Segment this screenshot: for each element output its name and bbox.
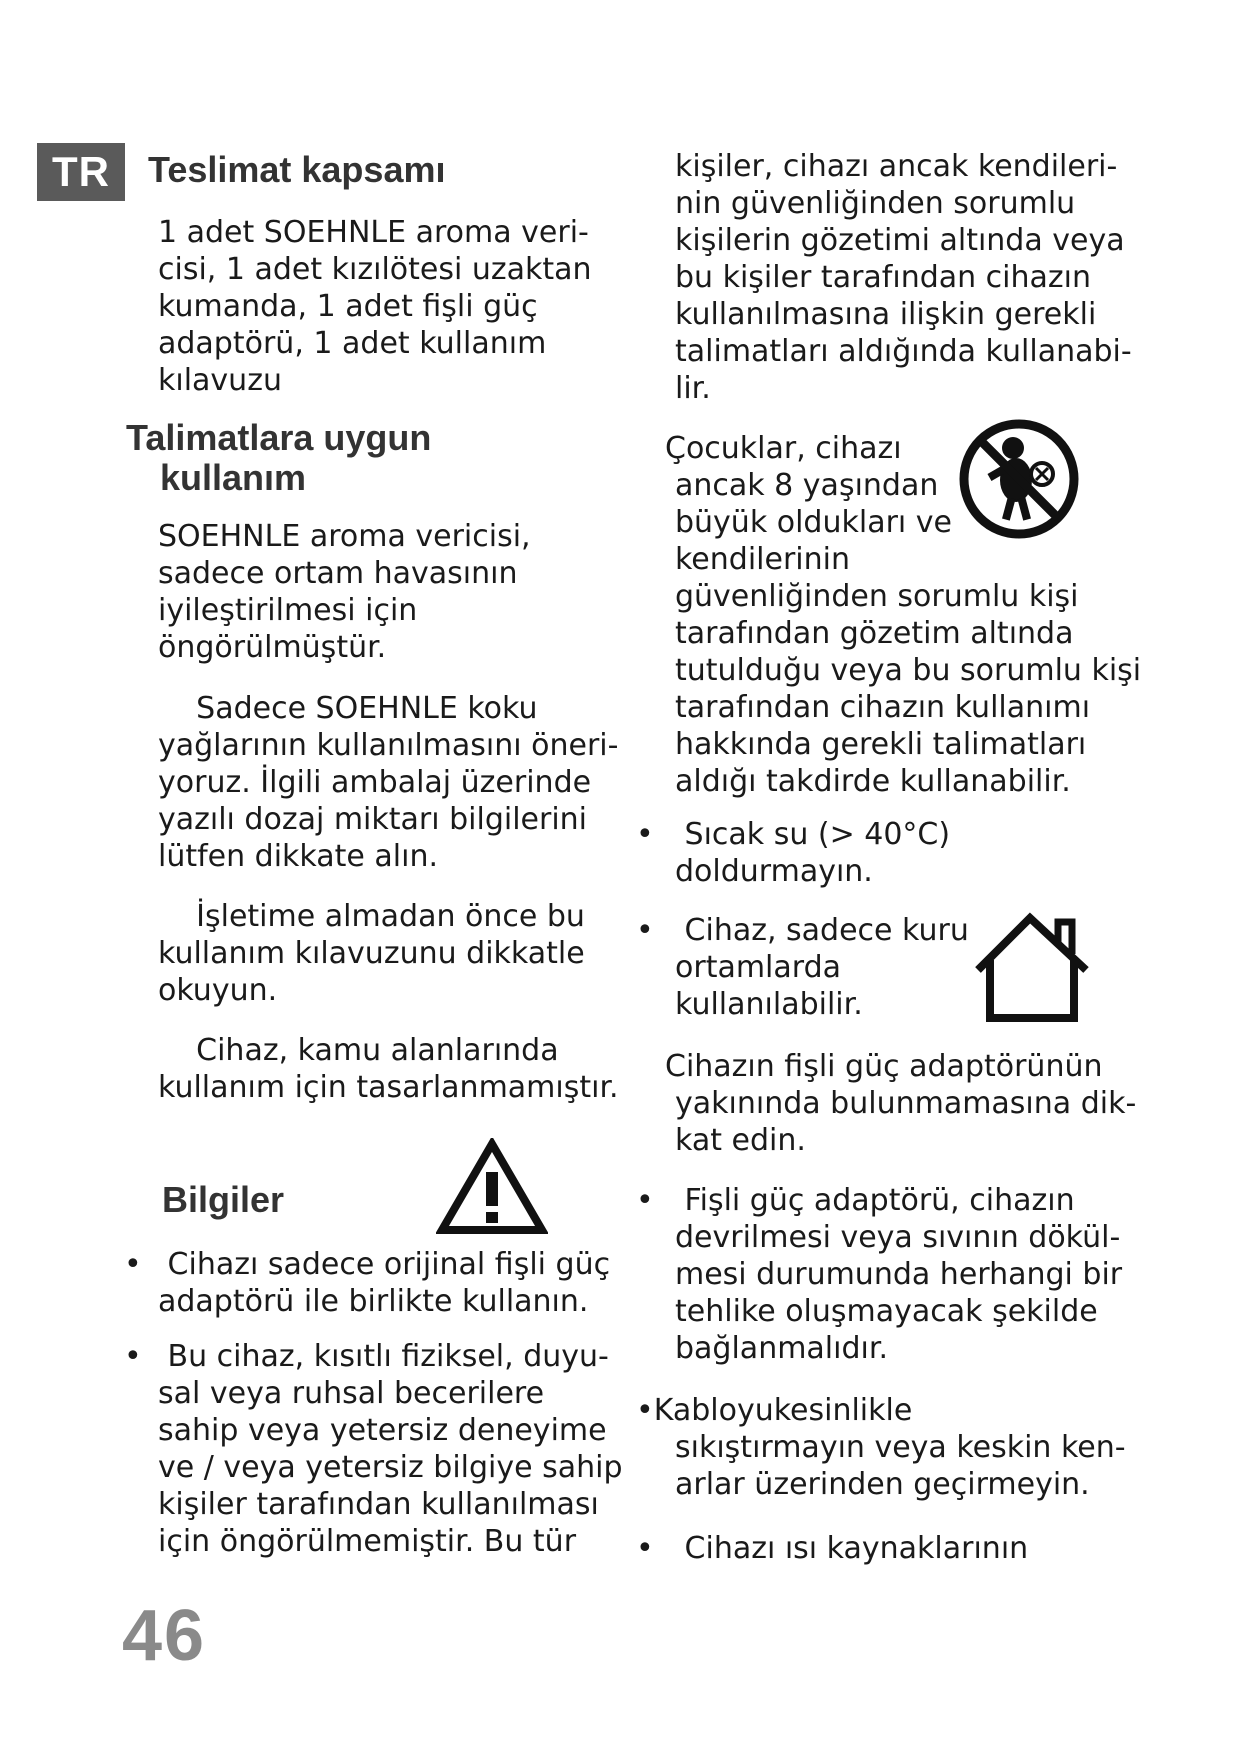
bullet-line: sal veya ruhsal becerilere bbox=[158, 1376, 545, 1411]
bullet-hot-water bbox=[675, 816, 950, 890]
intended-use-heading bbox=[126, 418, 431, 498]
text-line: tarafından cihazın kullanımı bbox=[675, 690, 1091, 725]
delivery-line: kılavuzu bbox=[158, 363, 282, 398]
delivery-line: 1 adet SOEHNLE aroma veri- bbox=[158, 215, 589, 250]
bullet-line: Cihaz, sadece kuru bbox=[675, 913, 969, 948]
public-use-paragraph bbox=[158, 1032, 619, 1106]
page-number: 46 bbox=[122, 1596, 207, 1676]
text-line: İşletime almadan önce bu bbox=[158, 899, 585, 934]
delivery-line: adaptörü, 1 adet kullanım bbox=[158, 326, 547, 361]
delivery-line: cisi, 1 adet kızılötesi uzaktan bbox=[158, 252, 592, 287]
text-line: tutulduğu veya bu sorumlu kişi bbox=[675, 653, 1142, 688]
text-line: hakkında gerekli talimatları bbox=[675, 727, 1087, 762]
text-line: yoruz. İlgili ambalaj üzerinde bbox=[158, 765, 592, 800]
bullet-dot: • bbox=[124, 1247, 142, 1282]
text-line: nin güvenliğinden sorumlu bbox=[675, 186, 1076, 221]
text-line: büyük oldukları ve bbox=[675, 505, 952, 540]
text-line: lütfen dikkate alın. bbox=[158, 839, 439, 874]
intended-use-heading-line2: kullanım bbox=[160, 457, 307, 498]
text-line: kullanım için tasarlanmamıştır. bbox=[158, 1070, 619, 1105]
text-line: yakınında bulunmamasına dik- bbox=[675, 1086, 1137, 1121]
text-line: tarafından gözetim altında bbox=[675, 616, 1074, 651]
bullet-line: kullanılabilir. bbox=[675, 987, 863, 1022]
bullet-line: kişiler tarafından kullanılması bbox=[158, 1487, 599, 1522]
hot-water-line2: doldurmayın. bbox=[675, 854, 873, 889]
bullet-line: arlar üzerinden geçirmeyin. bbox=[675, 1467, 1090, 1502]
bullet-restricted-persons bbox=[158, 1338, 623, 1560]
text-line: kişilerin gözetimi altında veya bbox=[675, 223, 1125, 258]
bullet-original-adapter bbox=[158, 1246, 610, 1320]
bullet-line: mesi durumunda herhangi bir bbox=[675, 1257, 1123, 1292]
bullet-heat-sources bbox=[675, 1530, 1028, 1567]
hot-water-line1: Sıcak su (> 40°C) bbox=[675, 817, 951, 852]
children-first-line: Çocuklar, cihazı bbox=[665, 431, 902, 466]
bullet-line: tehlike oluşmayacak şekilde bbox=[675, 1294, 1098, 1329]
bullet-line: sıkıştırmayın veya keskin ken- bbox=[675, 1430, 1126, 1465]
text-line: kendilerinin bbox=[675, 542, 850, 577]
adapter-paragraph bbox=[665, 1048, 1136, 1159]
text-line: kullanılmasına ilişkin gerekli bbox=[675, 297, 1097, 332]
text-line: ancak 8 yaşından bbox=[675, 468, 939, 503]
intended-use-heading-line1: Talimatlara uygun bbox=[126, 417, 432, 458]
bullet-dot: • bbox=[124, 1339, 142, 1374]
warning-icon bbox=[436, 1138, 548, 1236]
no-children-icon bbox=[958, 418, 1080, 540]
bullet-cable bbox=[636, 1392, 1126, 1503]
text-line: yağlarının kullanılmasını öneri- bbox=[158, 728, 619, 763]
info-heading: Bilgiler bbox=[162, 1179, 285, 1220]
read-manual-paragraph bbox=[158, 898, 585, 1009]
text-line: güvenliğinden sorumlu kişi bbox=[675, 579, 1079, 614]
bullet-dot: • bbox=[636, 1531, 654, 1566]
bullet-line: sahip veya yetersiz deneyime bbox=[158, 1413, 607, 1448]
text-line: kişiler, cihazı ancak kendileri- bbox=[675, 149, 1118, 184]
text-line: öngörülmüştür. bbox=[158, 630, 387, 665]
indoor-house-icon bbox=[972, 908, 1092, 1024]
bullet-dot: • bbox=[636, 913, 654, 948]
delivery-heading: Teslimat kapsamı bbox=[148, 149, 446, 190]
intended-use-paragraph bbox=[158, 518, 531, 666]
heat-sources-line: Cihazı ısı kaynaklarının bbox=[675, 1531, 1029, 1566]
text-line: kat edin. bbox=[675, 1123, 806, 1158]
text-line: Sadece SOEHNLE koku bbox=[158, 691, 538, 726]
bullet-line: Bu cihaz, kısıtlı fiziksel, duyu- bbox=[158, 1339, 609, 1374]
oils-paragraph bbox=[158, 690, 618, 875]
text-line: bu kişiler tarafından cihazın bbox=[675, 260, 1092, 295]
delivery-line: kumanda, 1 adet fişli güç bbox=[158, 289, 538, 324]
text-line: okuyun. bbox=[158, 973, 278, 1008]
bullet-line: devrilmesi veya sıvının dökül- bbox=[675, 1220, 1121, 1255]
bullet-line: Cihazı sadece orijinal fişli güç bbox=[158, 1247, 611, 1282]
bullet-line: bağlanmalıdır. bbox=[675, 1331, 888, 1366]
bullet-line: Fişli güç adaptörü, cihazın bbox=[675, 1183, 1075, 1218]
text-line: lir. bbox=[675, 371, 711, 406]
text-line: talimatları aldığında kullanabi- bbox=[675, 334, 1132, 369]
supervision-paragraph bbox=[675, 148, 1132, 407]
adapter-first-line: Cihazın fişli güç adaptörünün bbox=[665, 1049, 1103, 1084]
bullet-line: için öngörülmemiştir. Bu tür bbox=[158, 1524, 577, 1559]
text-line: yazılı dozaj miktarı bilgilerini bbox=[158, 802, 588, 837]
text-line: iyileştirilmesi için bbox=[158, 593, 418, 628]
language-badge: TR bbox=[37, 143, 125, 201]
bullet-dry-environment bbox=[675, 912, 969, 1023]
text-line: Cihaz, kamu alanlarında bbox=[158, 1033, 559, 1068]
bullet-dot: • bbox=[636, 1183, 654, 1218]
delivery-text bbox=[158, 214, 592, 399]
text-line: aldığı takdirde kullanabilir. bbox=[675, 764, 1071, 799]
bullet-line: ve / veya yetersiz bilgiye sahip bbox=[158, 1450, 623, 1485]
cable-first-line: •Kabloyukesinlikle bbox=[636, 1393, 913, 1428]
bullet-plug-adapter bbox=[675, 1182, 1122, 1367]
text-line: sadece ortam havasının bbox=[158, 556, 518, 591]
bullet-line: ortamlarda bbox=[675, 950, 842, 985]
bullet-dot: • bbox=[636, 817, 654, 852]
text-line: SOEHNLE aroma vericisi, bbox=[158, 519, 531, 554]
text-line: kullanım kılavuzunu dikkatle bbox=[158, 936, 585, 971]
bullet-line: adaptörü ile birlikte kullanın. bbox=[158, 1284, 589, 1319]
